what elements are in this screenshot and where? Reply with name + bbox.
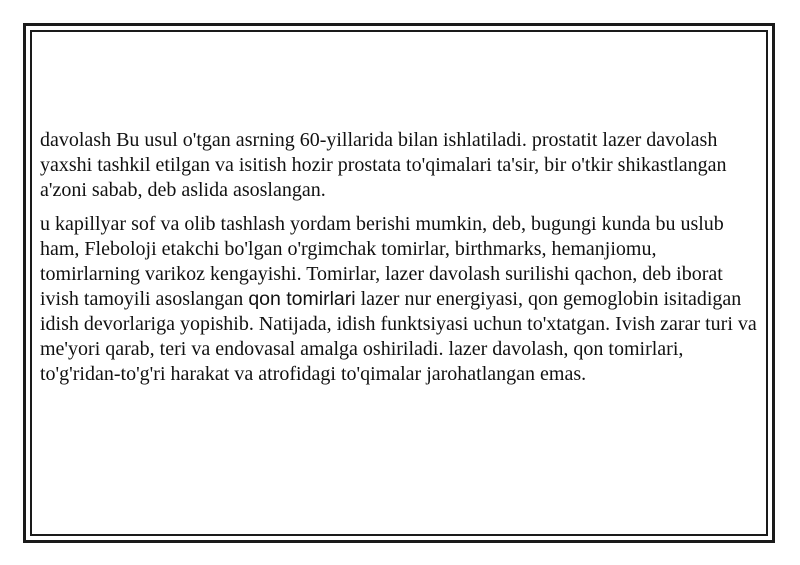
- paragraph-2-sans-phrase: qon tomirlari: [248, 288, 356, 310]
- paragraph-2: [40, 212, 760, 387]
- paragraph-2-text-end: lazer nur energiyasi, qon gemoglobin isitadigan idish devorlariga yopishib. Natijada, idish funktsiyasi uchun to'xtatgan. Ivish zarar turi va me'yori qarab, teri va endovasal amalga oshiriladi. lazer davolash, qon tomirlari, to'g'ridan-to'g'ri harakat va atrofidagi to'qimalar jarohatlangan emas.: [40, 288, 757, 385]
- paragraph-1: davolash Bu usul o'tgan asrning 60-yillarida bilan ishlatiladi. prostatit lazer davolash yaxshi tashkil etilgan va isitish hozir prostata to'qimalari ta'sir, bir o'tkir shikastlangan a'zoni sabab, deb aslida asoslangan.: [40, 129, 727, 201]
- document-body: [40, 128, 760, 387]
- paragraph-2-text-start: u kapillyar sof va olib tashlash yordam berishi mumkin, deb, bugungi kunda bu uslub ham, Fleboloji etakchi bo'lgan o'rgimchak tomirlar, birthmarks, hemanjiomu, tomirlarning varikoz kengayishi. Tomirlar, lazer davolash surilishi qachon, deb iborat ivish tamoyili asoslangan: [40, 213, 724, 310]
